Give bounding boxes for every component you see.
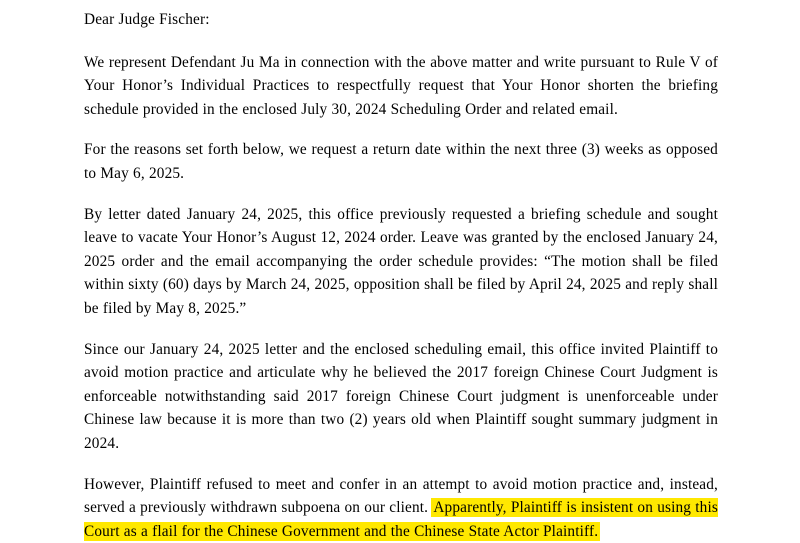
letter-body — [84, 8, 718, 543]
paragraph-prior-letter-schedule: By letter dated January 24, 2025, this office previously requested a briefing schedule and sought leave to vacate Your Honor’s August 12, 2024 order. Leave was granted by the enclosed January 24, 2025 order and the email accompanying the order schedule provides: “The motion shall be filed within sixty (60) days by March 24, 2025, opposition shall be filed by April 24, 2025 and reply shall be filed by May 8, 2025.” — [84, 203, 718, 321]
paragraph-representation: We represent Defendant Ju Ma in connection with the above matter and write pursuant to Rule V of Your Honor’s Individual Practices to respectfully request that Your Honor shorten the briefing schedule provided in the enclosed July 30, 2024 Scheduling Order and related email. — [84, 51, 718, 122]
paragraph-invitation-to-avoid-motion: Since our January 24, 2025 letter and the enclosed scheduling email, this office invited Plaintiff to avoid motion practice and articulate why he believed the 2017 foreign Chinese Court Judgment is enforceable notwithstanding said 2017 foreign Chinese Court judgment is unenforceable under Chinese law because it is more than two (2) years old when Plaintiff sought summary judgment in 2024. — [84, 338, 718, 456]
paragraph-refusal-and-accusation — [84, 473, 718, 543]
final-paragraph-lead: However, Plaintiff refused to meet and confer in an attempt to avoid motion practice and, instead, served a previously withdrawn subpoena on our client. — [84, 476, 718, 517]
paragraph-return-date-request: For the reasons set forth below, we request a return date within the next three (3) weeks as opposed to May 6, 2025. — [84, 138, 718, 185]
highlighted-accusation-text: Apparently, Plaintiff is insistent on using this Court as a flail for the Chinese Government and the Chinese State Actor Plaintiff. — [84, 499, 718, 540]
salutation-line: Dear Judge Fischer: — [84, 8, 718, 32]
